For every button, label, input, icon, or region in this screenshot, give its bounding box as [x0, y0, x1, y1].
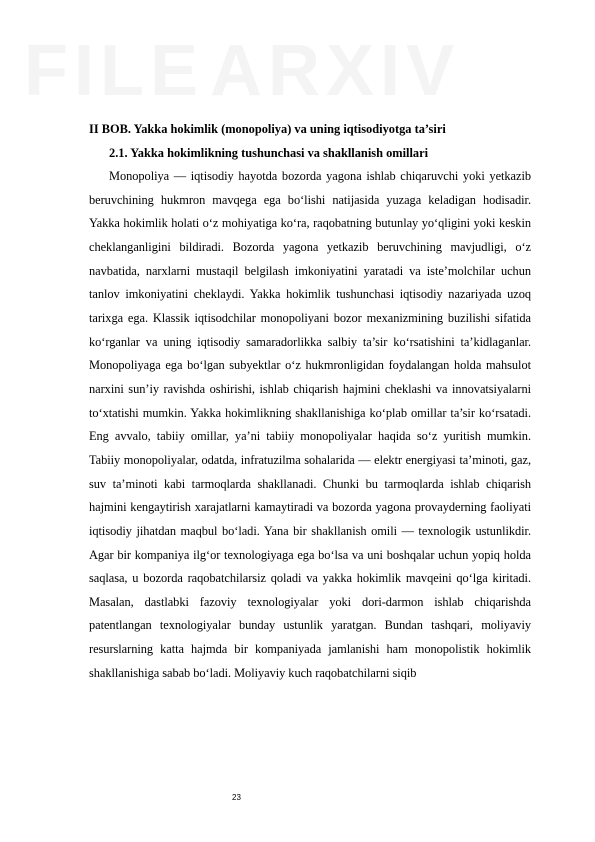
chapter-title: II BOB. Yakka hokimlik (monopoliya) va uning iqtisodiyotga ta’siri	[89, 122, 446, 136]
section-title: 2.1. Yakka hokimlikning tushunchasi va shakllanish omillari	[109, 145, 429, 160]
document-page	[89, 118, 531, 685]
svg-text:ARXIV: ARXIV	[210, 31, 461, 111]
svg-text:FILE: FILE	[24, 31, 204, 111]
body-paragraph: Monopoliya — iqtisodiy hayotda bozorda yagona ishlab chiqaruvchi yoki yetkazib beruvchining hukmron mavqega ega bo‘lishi natijasida yuzaga keladigan hodisadir. Yakka hokimlik holati o‘z mohiyatiga ko‘ra, raqobatning butunlay yo‘qligini yoki keskin cheklanganligini bildiradi. Bozorda yagona yetkazib beruvchining mavjudligi, o‘z navbatida, narxlarni mustaqil belgilash imkoniyatini yaratadi va iste’molchilar uchun tanlov imkoniyatini cheklaydi. Yakka hokimlik tushunchasi iqtisodiy nazariyada uzoq tarixga ega. Klassik iqtisodchilar monopoliyani bozor mexanizmining buzilishi sifatida ko‘rganlar va uning iqtisodiy samaradorlikka salbiy ta’sir ko‘rsatishini ta’kidlaganlar. Monopoliyaga ega bo‘lgan subyektlar o‘z hukmronligidan foydalangan holda mahsulot narxini sun’iy ravishda oshirishi, ishlab chiqarish hajmini cheklashi va innovatsiyalarni to‘xtatishi mumkin. Yakka hokimlikning shakllanishiga ko‘plab omillar ta’sir ko‘rsatadi. Eng avvalo, tabiiy omillar, ya’ni tabiiy monopoliyalar haqida so‘z yuritish mumkin. Tabiiy monopoliyalar, odatda, infratuzilma sohalarida — elektr energiyasi ta’minoti, gaz, suv ta’minoti kabi tarmoqlarda shakllanadi. Chunki bu tarmoqlarda ishlab chiqarish hajmini kengaytirish xarajatlarni kamaytiradi va bozorda yagona provayderning faoliyati iqtisodiy jihatdan maqbul bo‘ladi. Yana bir shakllanish omili — texnologik ustunlikdir. Agar bir kompaniya ilg‘or texnologiyaga ega bo‘lsa va uni boshqalar uchun yopiq holda saqlasa, u bozorda raqobatchilarsiz qoladi va yakka hokimlik mavqeini qo‘lga kiritadi. Masalan, dastlabki fazoviy texnologiyalar yoki dori-darmon ishlab chiqarishda patentlangan texnologiyalar bunday ustunlik yaratgan. Bundan tashqari, moliyaviy resurslarning katta hajmda bir kompaniyada jamlanishi ham monopolistik hokimlik shakllanishiga sabab bo‘ladi. Moliyaviy kuch raqobatchilarni siqib	[89, 169, 531, 680]
page-number: 23	[232, 793, 241, 802]
